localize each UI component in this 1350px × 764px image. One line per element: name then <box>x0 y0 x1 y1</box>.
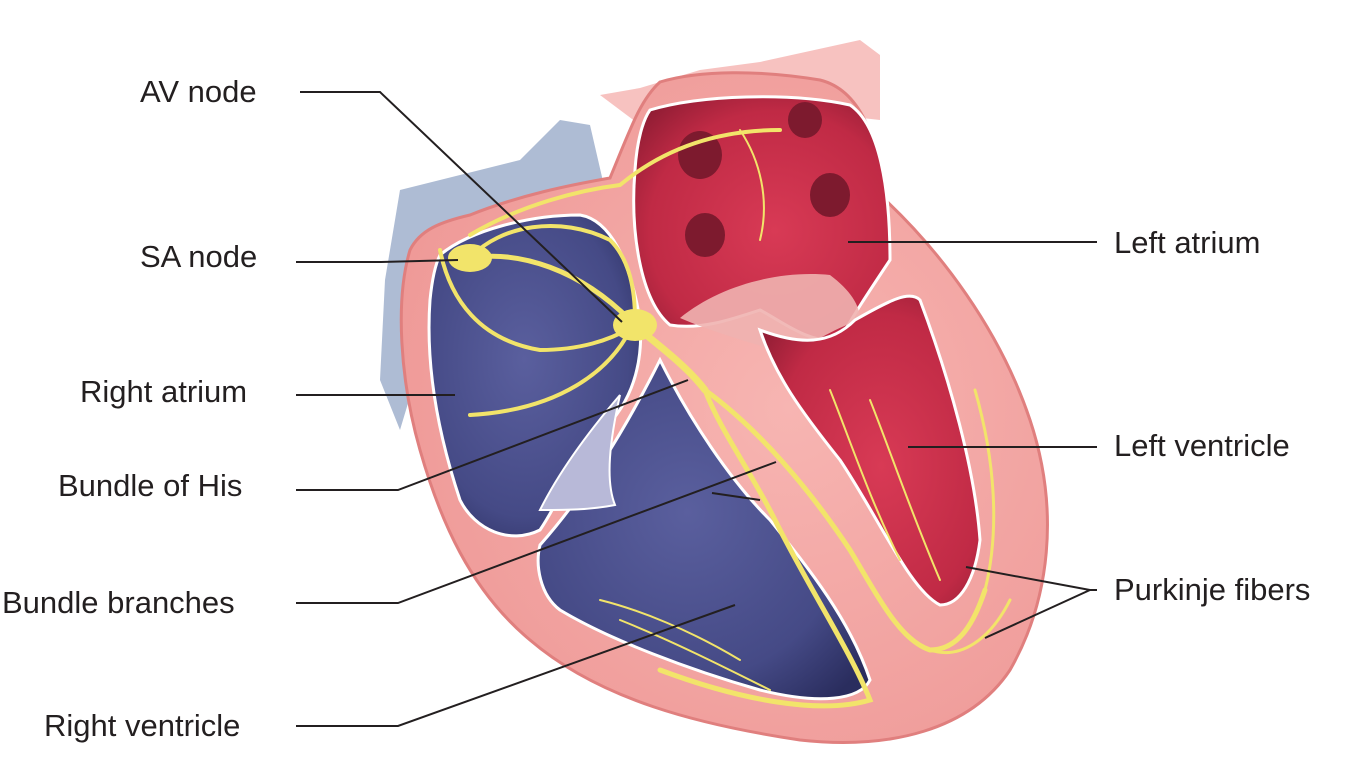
label-sa-node: SA node <box>140 239 258 274</box>
label-right-atrium: Right atrium <box>80 374 248 409</box>
label-av-node: AV node <box>140 74 257 109</box>
label-bundle-of-his: Bundle of His <box>58 468 243 503</box>
pulmonary-vein-opening <box>685 213 725 257</box>
label-bundle-branches: Bundle branches <box>2 585 235 620</box>
label-left-atrium: Left atrium <box>1114 225 1261 260</box>
label-purkinje-fibers: Purkinje fibers <box>1114 572 1311 607</box>
label-right-ventricle: Right ventricle <box>44 708 241 743</box>
label-left-ventricle: Left ventricle <box>1114 428 1290 463</box>
pulmonary-vein-opening <box>788 102 822 138</box>
pulmonary-vein-opening <box>810 173 850 217</box>
